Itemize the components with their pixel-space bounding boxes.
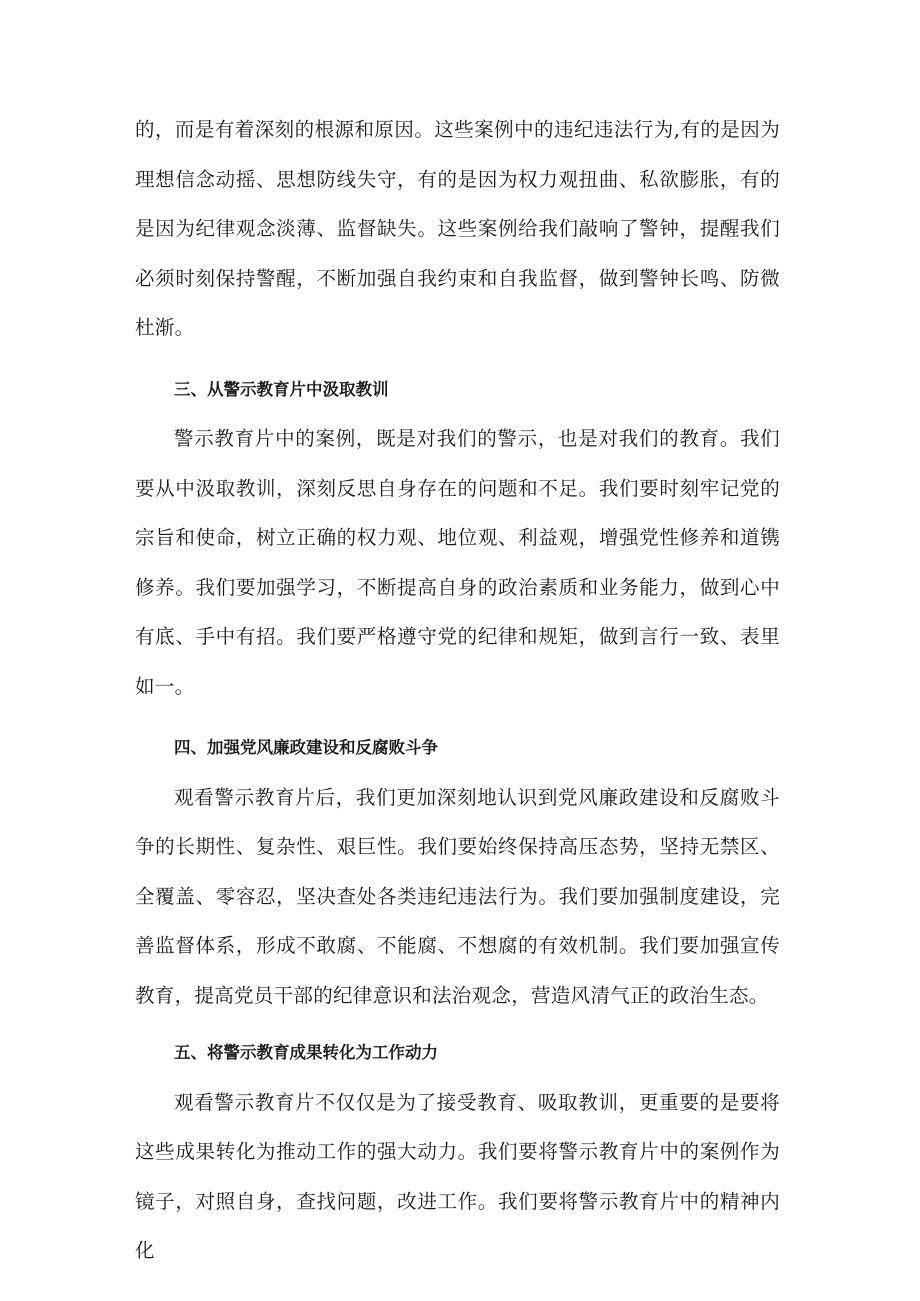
section-body-3: 警示教育片中的案例，既是对我们的警示，也是对我们的教育。我们要从中汲取教训，深刻反思自身存在的问题和不足。我们要时刻牢记党的宗旨和使命，树立正确的权力观、地位观、利益观，增强党性修养和道镌修养。我们要加强学习，不断提高自身的政治素质和业务能力，做到心中有底、手中有招。我们要严格遵守党的纪律和规矩，做到言行一致、表里如一。 <box>135 427 780 698</box>
section-heading-3: 三、从警示教育片中汲取教训 <box>174 379 389 399</box>
section-body-4: 观看警示教育片后，我们更加深刻地认识到党风廉政建设和反腐败斗争的长期性、复杂性、艰巨性。我们要始终保持高压态势，坚持无禁区、全覆盖、零容忍，坚决查处各类违纪违法行为。我们要加强制度建设，完善监督体系，形成不敢腐、不能腐、不想腐的有效机制。我们要加强宣传教育，提高党员干部的纪律意识和法治观念，营造风清气正的政治生态。 <box>135 785 780 1007</box>
section-heading-5: 五、将警示教育成果转化为工作动力 <box>174 1043 438 1062</box>
spacer <box>135 353 780 365</box>
intro-paragraph: 的，而是有着深刻的根源和原因。这些案例中的违纪违法行为,有的是因为理想信念动摇、思想防线失守，有的是因为权力观扭曲、私欲膨胀，有的是因为纪律观念淡薄、监督缺失。这些案例给我们敲响了警钟，提醒我们必须时刻保持警醒，不断加强自我约束和自我监督，做到警钟长鸣、防微杜渐。 <box>135 118 780 339</box>
section-body-5: 观看警示教育片不仅仅是为了接受教育、吸取教训，更重要的是要将这些成果转化为推动工作的强大动力。我们要将警示教育片中的案例作为镜子，对照自身，查找问题，改进工作。我们要将警示教育片中的精神内化 <box>135 1090 780 1262</box>
spacer <box>135 711 780 723</box>
spacer <box>135 1020 780 1028</box>
section-heading-4: 四、加强党风廉政建设和反腐败斗争 <box>174 738 438 757</box>
document-body <box>135 105 780 1276</box>
